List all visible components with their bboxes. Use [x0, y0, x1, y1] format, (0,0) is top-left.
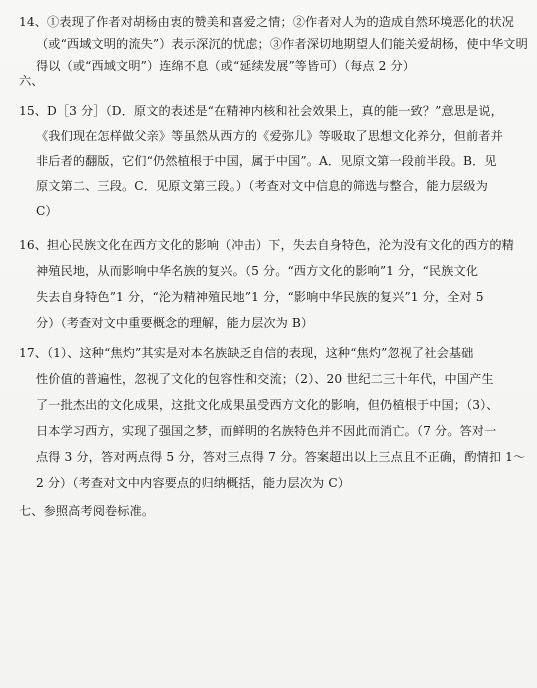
answer-17-line-2: 性价值的普遍性，忽视了文化的包容性和交流；（2）、20 世纪二三十年代，中国产生 [36, 372, 494, 386]
answer-14-line-1: 14、①表现了作者对胡杨由衷的赞美和喜爱之情；②作者对人为的造成自然环境恶化的状况 [19, 15, 514, 29]
answer-17-line-6: 2 分）（考查对文中内容要点的归纳概括，能力层次为 C） [36, 476, 351, 490]
answer-15-line-1: 15、D［3 分］（D．原文的表述是“在精神内核和社会效果上，真的能一致？”意思是说， [19, 104, 503, 118]
answer-17-line-5: 点得 3 分，答对两点得 5 分，答对三点得 7 分。答案超出以上三点且不正确，酌情扣 1～ [36, 450, 526, 464]
answer-17-line-4: 日本学习西方，实现了强国之梦，而鲜明的名族特色并不因此而消亡。（7 分。答对一 [36, 424, 497, 438]
answer-14-line-3: 得以（或“西域文明”）连绵不息（或“延续发展”等皆可）（每点 2 分） [36, 59, 416, 73]
answer-16-line-1: 16、担心民族文化在西方文化的影响（冲击）下，失去自身特色，沦为没有文化的西方的精 [19, 238, 514, 252]
answer-15-line-3: 非后者的翻版，它们“仍然植根于中国，属于中国”。A．见原文第一段前半段。B．见 [36, 154, 497, 168]
section-6-label: 六、 [19, 74, 44, 88]
answer-15-line-4: 原文第二、三段。C．见原文第三段。）（考查对文中信息的筛选与整合，能力层级为 [36, 179, 488, 193]
answer-15-line-5: C） [36, 204, 58, 218]
answer-17-line-1: 17、（1）、这种“焦灼”其实是对本名族缺乏自信的表现，这种“焦灼”忽视了社会基础 [19, 346, 474, 360]
answer-14-line-2: （或“西域文明的流失”）表示深沉的忧虑；③作者深切地期望人们能关爱胡杨，使中华文明 [36, 37, 528, 51]
answer-16-line-4: 分）（考查对文中重要概念的理解，能力层次为 B） [36, 316, 314, 330]
answer-15-line-2: 《我们现在怎样做父亲》等虽然从西方的《爱弥儿》等吸取了思想文化养分，但前者并 [36, 129, 503, 143]
answer-17-line-3: 了一批杰出的文化成果，这批文化成果虽受西方文化的影响，但仍植根于中国；（3）、 [36, 398, 499, 412]
answer-16-line-3: 失去自身特色”1 分，“沦为精神殖民地”1 分，“影响中华民族的复兴”1 分，全对 5 [36, 290, 484, 304]
answer-16-line-2: 神殖民地，从而影响中华名族的复兴。（5 分。“西方文化的影响”1 分，“民族文化 [36, 264, 479, 278]
section-7-label: 七、参照高考阅卷标准。 [19, 504, 155, 518]
